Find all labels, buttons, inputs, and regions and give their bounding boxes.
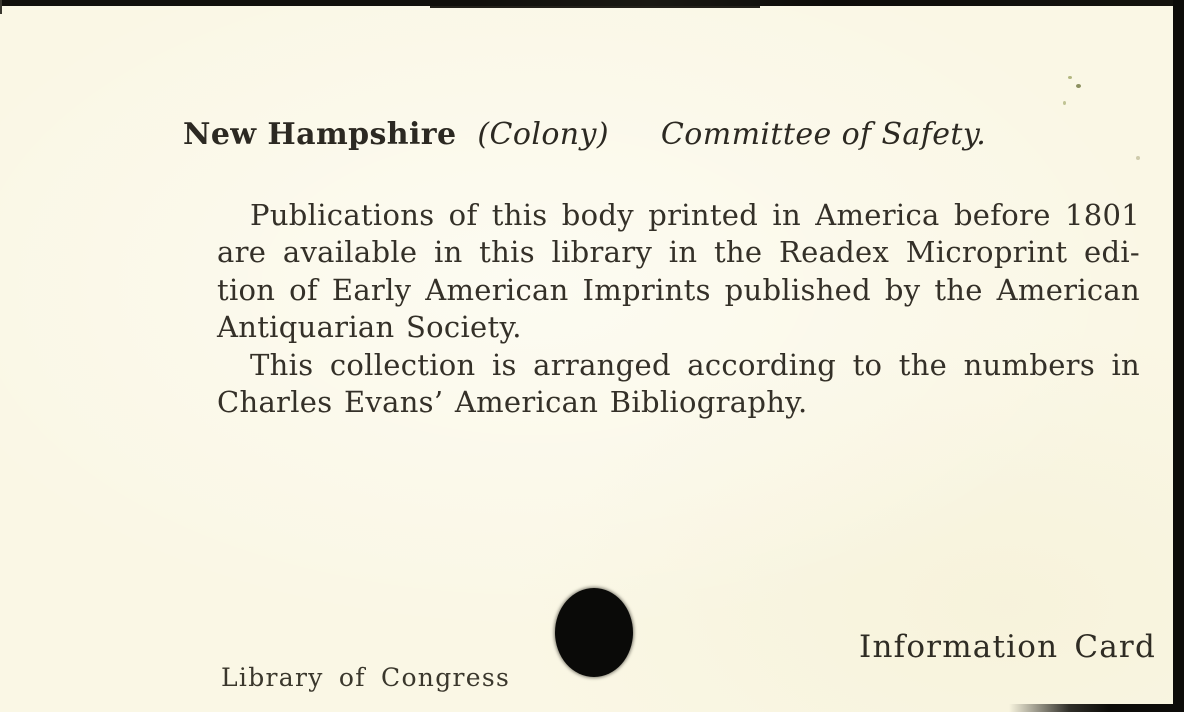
body-line: Charles Evans’ American Bibliography. (217, 385, 808, 420)
card-body (217, 197, 1140, 421)
body-line: tion of Early American Imprints published by the American (217, 272, 1140, 307)
heading-main-entry: New Hampshire (183, 117, 457, 152)
heading-qualifier: (Colony) (477, 117, 609, 152)
stain-speck (1063, 101, 1066, 105)
stain-speck (1068, 76, 1072, 79)
body-line: Publications of this body printed in America before 1801 (250, 198, 1140, 232)
body-line: are available in this library in the Readex Microprint edi- (217, 235, 1140, 270)
scan-edge-bottom-right (1009, 704, 1184, 712)
stain-speck (1136, 156, 1140, 160)
library-of-congress-label: Library of Congress (221, 663, 511, 692)
body-line: Antiquarian Society. (217, 310, 522, 345)
scan-edge-right (1173, 0, 1184, 712)
scan-edge-top-ragged (430, 6, 760, 8)
heading-subheading: Committee of Safety. (660, 117, 987, 152)
information-card-label: Information Card (859, 629, 1156, 665)
stain-speck (1076, 84, 1081, 88)
scan-edge-left-nick (0, 0, 2, 14)
card-heading (183, 117, 986, 153)
body-line: This collection is arranged according to the numbers in (250, 347, 1140, 382)
punch-hole (555, 588, 633, 677)
